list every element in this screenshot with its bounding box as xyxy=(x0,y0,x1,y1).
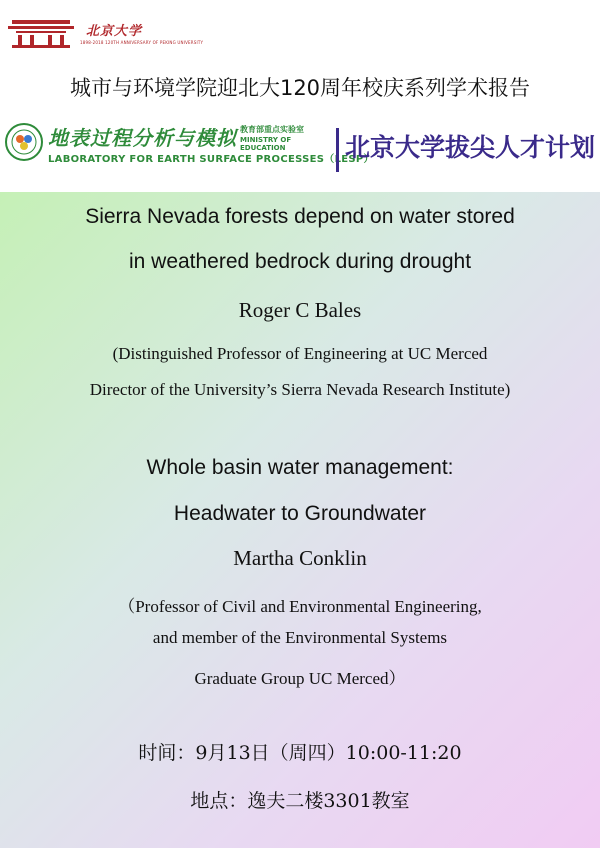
talk2-title-line1: Whole basin water management: xyxy=(146,456,454,479)
talent-plan-title: 北京大学拔尖人才计划 xyxy=(336,128,598,172)
pku-logo xyxy=(8,12,208,52)
lab-name-cn: 地表过程分析与模拟 xyxy=(48,126,237,150)
lab-name-en: LABORATORY FOR EARTH SURFACE PROCESSES（LESP） xyxy=(48,154,374,165)
talk1-affiliation-line1: (Distinguished Professor of Engineering at UC Merced xyxy=(112,344,488,363)
talk1-title-line2: in weathered bedrock during drought xyxy=(128,250,472,273)
lab-ministry-en: MINISTRY OF EDUCATION xyxy=(240,136,292,152)
talk1-speaker: Roger C Bales xyxy=(238,298,362,322)
pku-seal-icon xyxy=(4,122,44,162)
pku-name: 北京大学 xyxy=(86,24,143,39)
series-title: 城市与环境学院迎北大120周年校庆系列学术报告 xyxy=(69,76,531,100)
pku-subtitle: 1898-2018 120TH ANNIVERSARY OF PEKING UNIVERSITY xyxy=(80,40,204,45)
talk1-affiliation-line2: Director of the University’s Sierra Nevada Research Institute) xyxy=(89,380,511,399)
talk2-affiliation-line3: Graduate Group UC Merced） xyxy=(194,669,406,688)
lab-logo-block xyxy=(2,120,374,176)
talk2-speaker: Martha Conklin xyxy=(233,546,367,570)
pku-gate-icon xyxy=(8,18,74,48)
event-time: 时间：9月13日（周四）10:00-11:20 xyxy=(138,742,462,764)
talk2-title-line2: Headwater to Groundwater xyxy=(173,502,427,525)
talk1-title-line1: Sierra Nevada forests depend on water stored xyxy=(85,205,515,228)
talk2-affiliation-line1: （Professor of Civil and Environmental Engineering, xyxy=(118,597,482,616)
lab-ministry-cn: 教育部重点实验室 xyxy=(240,125,304,134)
lab-banner xyxy=(0,118,600,180)
talk2-affiliation-line2: and member of the Environmental Systems xyxy=(152,628,448,647)
header-band xyxy=(0,0,600,192)
event-place: 地点：逸夫二楼3301教室 xyxy=(190,790,410,812)
